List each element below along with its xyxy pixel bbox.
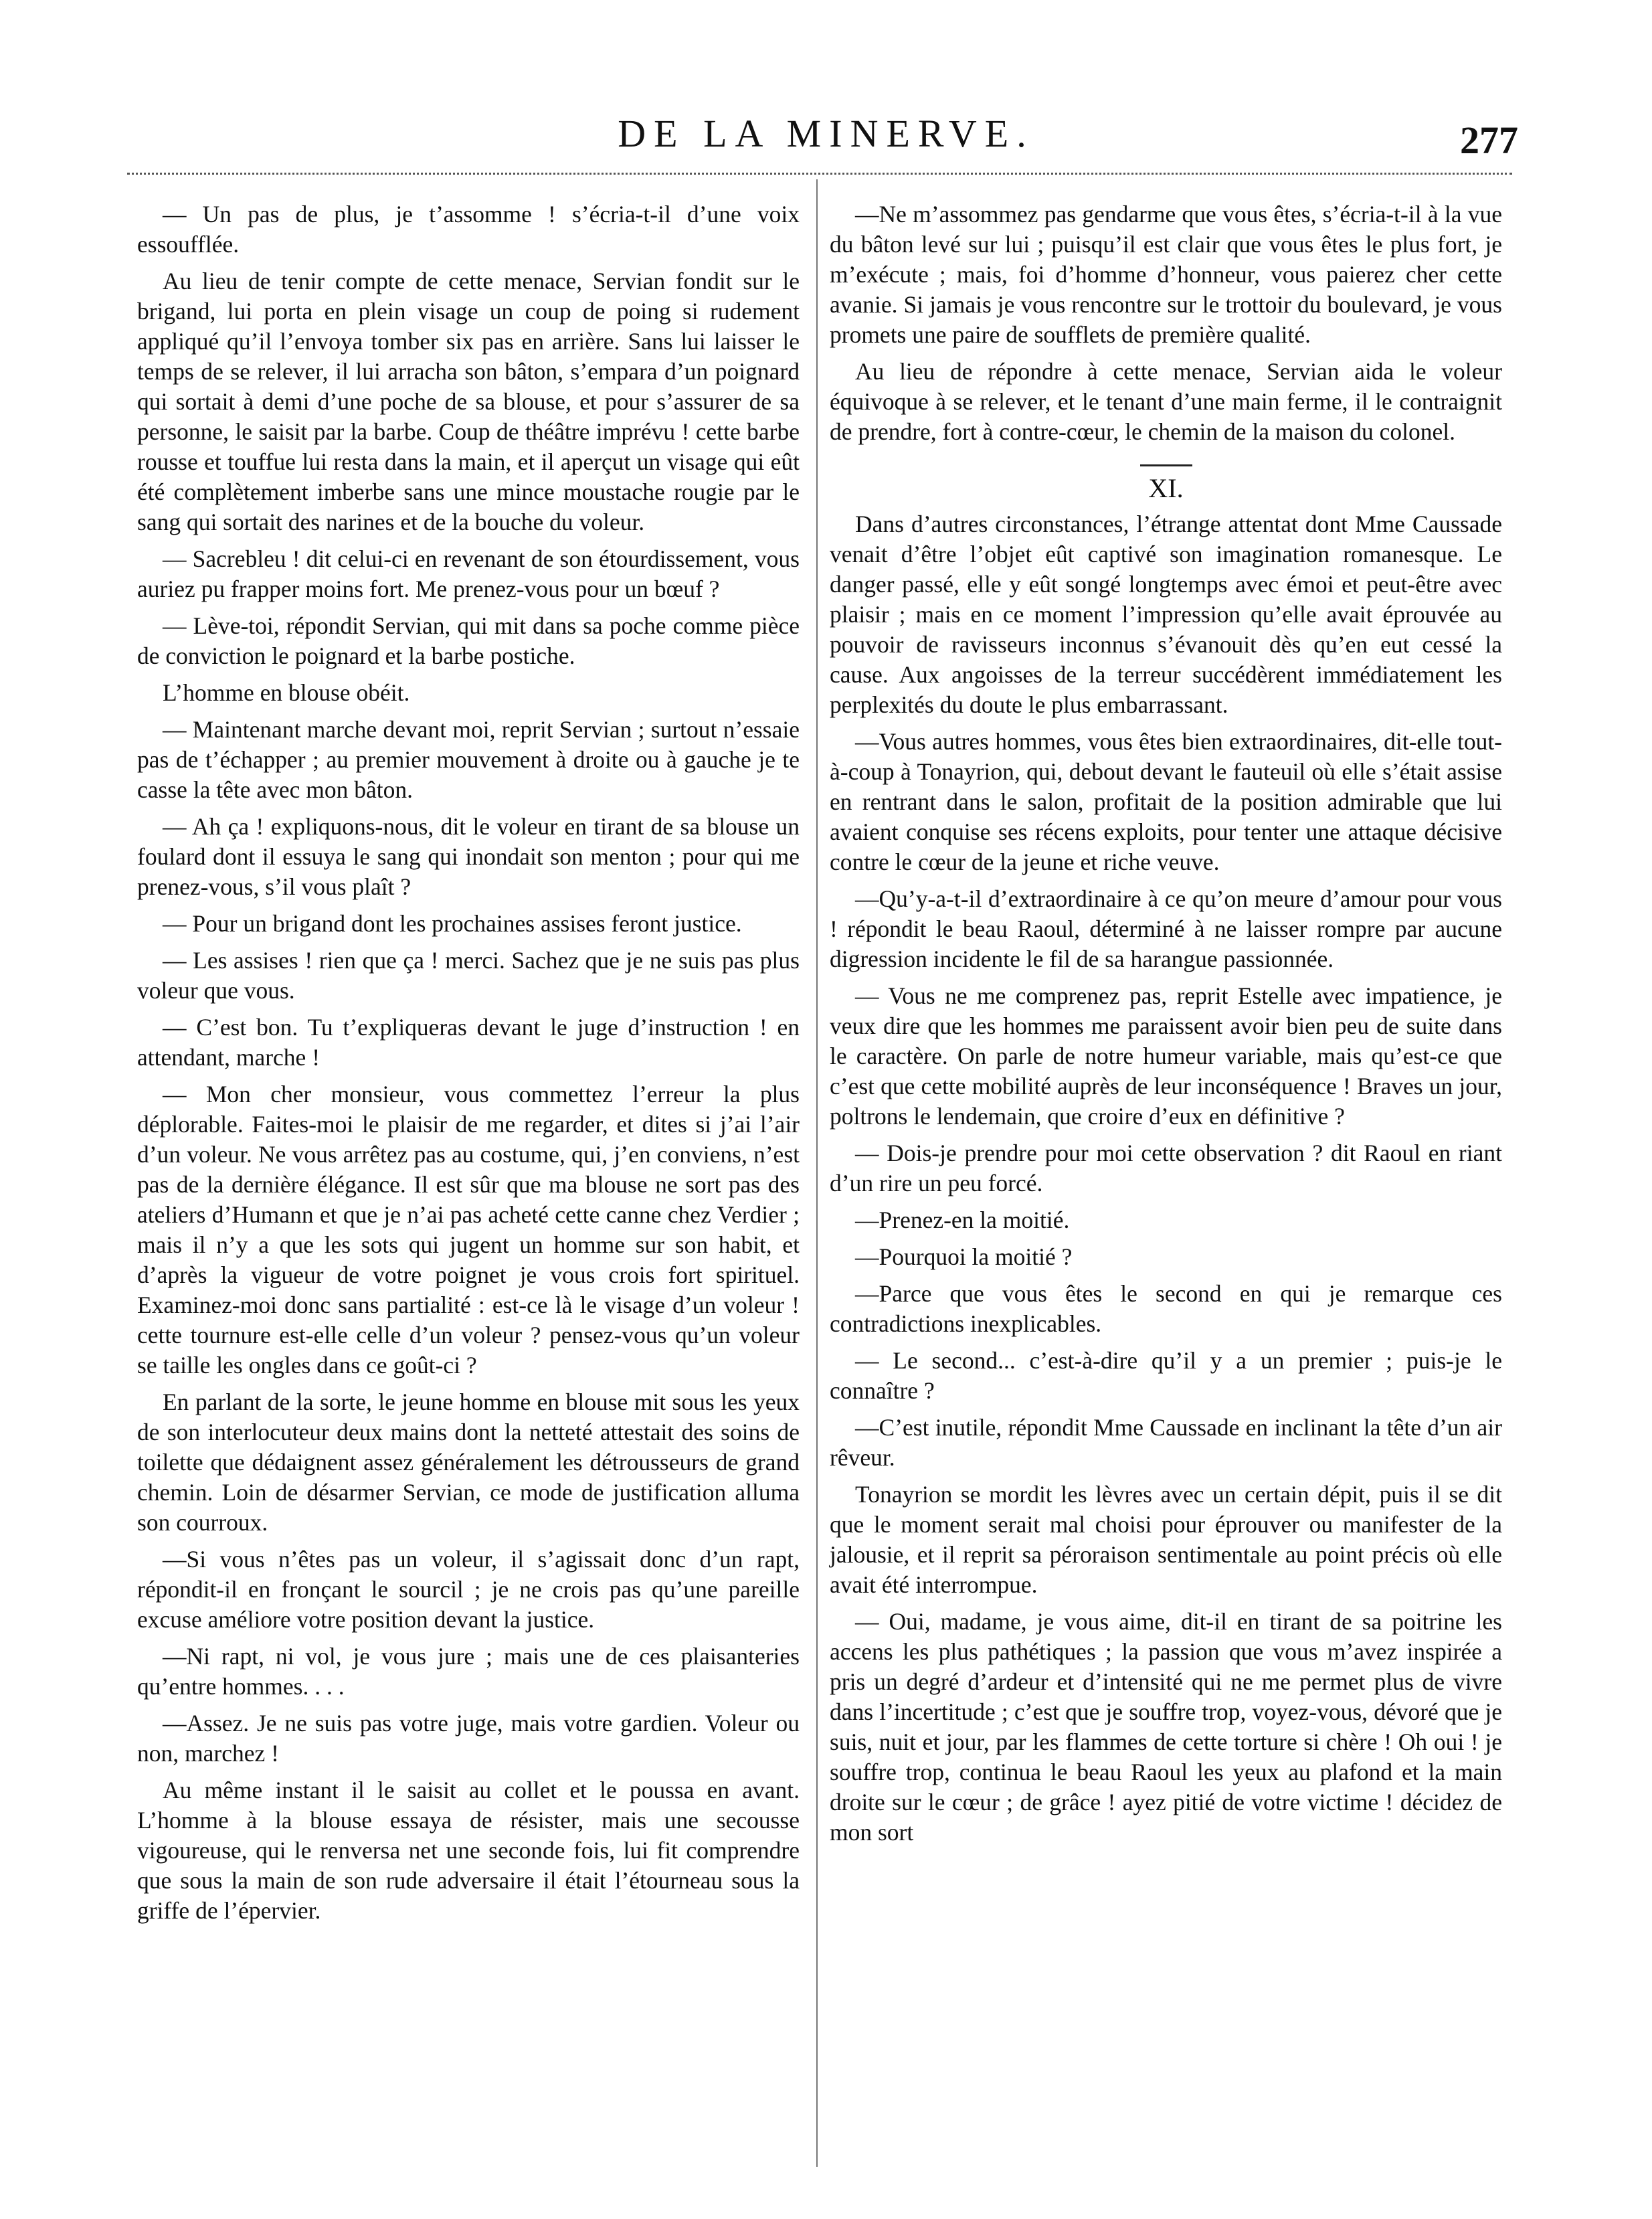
paragraph: —Ni rapt, ni vol, je vous jure ; mais une de ces plaisanteries qu’entre hommes. . . .	[137, 1643, 800, 1700]
paragraph: En parlant de la sorte, le jeune homme en blouse mit sous les yeux de son interlocuteur deux mains dont la netteté attestait des soins de toilette que dédaignent assez généralement les détrousseurs de grand chemin. Loin de désarmer Servian, ce mode de justification alluma son courroux.	[137, 1389, 800, 1536]
left-column	[137, 199, 800, 1933]
paragraph: —Qu’y-a-t-il d’extraordinaire à ce qu’on meure d’amour pour vous ! répondit le beau Raoul, déterminé à ne laisser rompre par aucune digression incidente le fil de sa harangue passionnée.	[830, 885, 1502, 972]
paragraph: — Lève-toi, répondit Servian, qui mit dans sa poche comme pièce de conviction le poignard et la barbe postiche.	[137, 612, 800, 669]
paragraph: — Mon cher monsieur, vous commettez l’erreur la plus déplorable. Faites-moi le plaisir de me regarder, et dites si j’ai l’air d’un voleur. Ne vous arrêtez pas au costume, qui, j’en conviens, n’est pas de la dernière élégance. Il est sûr que ma blouse ne sort pas des ateliers d’Humann et que je n’ai pas acheté cette canne chez Verdier ; mais il n’y a que les sots qui jugent un homme sur son habit, et d’après la vigueur de votre poignet je vous crois fort spirituel. Examinez-moi donc sans partialité : est-ce là le visage d’un voleur ! cette tournure est-elle celle d’un voleur ? pensez-vous qu’un voleur se taille les ongles dans ce goût-ci ?	[137, 1081, 800, 1379]
paragraph: — C’est bon. Tu t’expliqueras devant le juge d’instruction ! en attendant, marche !	[137, 1014, 800, 1071]
paragraph: —Vous autres hommes, vous êtes bien extraordinaires, dit-elle tout-à-coup à Tonayrion, qui, debout devant le fauteuil où elle s’était assise en rentrant dans le salon, profitait de la position admirable que lui avaient conquise ses récens exploits, pour tenter une attaque décisive contre le cœur de la jeune et riche veuve.	[830, 728, 1502, 875]
right-column	[830, 199, 1502, 1854]
paragraph: — Maintenant marche devant moi, reprit Servian ; surtout n’essaie pas de t’échapper ; au premier mouvement à droite ou à gauche je te casse la tête avec mon bâton.	[137, 716, 800, 803]
paragraph: — Le second... c’est-à-dire qu’il y a un premier ; puis-je le connaître ?	[830, 1347, 1502, 1404]
paragraph: — Les assises ! rien que ça ! merci. Sachez que je ne suis pas plus voleur que vous.	[137, 947, 800, 1004]
paragraph: —Parce que vous êtes le second en qui je remarque ces contradictions inexplicables.	[830, 1280, 1502, 1337]
section-heading	[830, 464, 1502, 504]
paragraph: L’homme en blouse obéit.	[163, 679, 410, 706]
paragraph: — Oui, madame, je vous aime, dit-il en tirant de sa poitrine les accens les plus pathétiques ; la passion que vous m’avez inspirée a pris un degré d’ardeur et d’intensité qui ne me permet plus de vivre dans l’incertitude ; c’est que je souffre trop, voyez-vous, dévoré que je suis, nuit et jour, par les flammes de cette torture si chère ! Oh oui ! je souffre trop, continua le beau Raoul les yeux au plafond et la main droite sur le cœur ; de grâce ! ayez pitié de votre victime ! décidez de mon sort	[830, 1608, 1502, 1846]
section-rule	[1140, 464, 1192, 466]
paragraph: —Si vous n’êtes pas un voleur, il s’agissait donc d’un rapt, répondit-il en fronçant le sourcil ; je ne crois pas qu’une pareille excuse améliore votre position devant la justice.	[137, 1546, 800, 1633]
paragraph: — Vous ne me comprenez pas, reprit Estelle avec impatience, je veux dire que les hommes me paraissent avoir bien peu de suite dans le caractère. On parle de notre humeur variable, mais qu’est-ce que c’est que cette mobilité auprès de leur inconséquence ! Braves un jour, poltrons le lendemain, que croire d’eux en définitive ?	[830, 982, 1502, 1130]
paragraph: Au lieu de tenir compte de cette menace, Servian fondit sur le brigand, lui porta en plein visage un coup de poing si rudement appliqué qu’il l’envoya tomber six pas en arrière. Sans lui laisser le temps de se relever, il lui arracha son bâton, s’empara d’un poignard qui sortait à demi d’une poche de sa blouse, et pour s’assurer de sa personne, le saisit par la barbe. Coup de théâtre imprévu ! cette barbe rousse et touffue lui resta dans la main, et il aperçut un visage qui eût été complètement imberbe sans une mince moustache rougie par le sang qui sortait des narines et de la bouche du voleur.	[137, 268, 800, 535]
paragraph: — Dois-je prendre pour moi cette observation ? dit Raoul en riant d’un rire un peu forcé.	[830, 1140, 1502, 1196]
section-number: XI.	[1148, 473, 1184, 503]
paragraph: —Prenez-en la moitié.	[855, 1207, 1070, 1233]
page-number: 277	[1460, 118, 1518, 162]
paragraph: Au même instant il le saisit au collet et le poussa en avant. L’homme à la blouse essaya de résister, mais une secousse vigoureuse, qui le renversa net une seconde fois, lui fit comprendre que sous la main de son rude adversaire il était l’étourneau sous la griffe de l’épervier.	[137, 1777, 800, 1924]
column-divider	[816, 179, 818, 2167]
paragraph: —Assez. Je ne suis pas votre juge, mais votre gardien. Voleur ou non, marchez !	[137, 1710, 800, 1767]
running-title: DE LA MINERVE.	[618, 112, 1034, 155]
paragraph: Au lieu de répondre à cette menace, Servian aida le voleur équivoque à se relever, et le tenant d’une main ferme, il le contraignit de prendre, fort à contre-cœur, le chemin de la maison du colonel.	[830, 358, 1502, 445]
paragraph: —C’est inutile, répondit Mme Caussade en inclinant la tête d’un air rêveur.	[830, 1414, 1502, 1471]
paragraph: — Ah ça ! expliquons-nous, dit le voleur en tirant de sa blouse un foulard dont il essuya le sang qui inondait son menton ; pour qui me prenez-vous, s’il vous plaît ?	[137, 813, 800, 900]
header-rule	[127, 173, 1512, 175]
paragraph: — Sacrebleu ! dit celui-ci en revenant de son étourdissement, vous auriez pu frapper moins fort. Me prenez-vous pour un bœuf ?	[137, 545, 800, 602]
paragraph: —Ne m’assommez pas gendarme que vous êtes, s’écria-t-il à la vue du bâton levé sur lui ; puisqu’il est clair que vous êtes le plus fort, je m’exécute ; mais, foi d’homme d’honneur, vous paierez cher cette avanie. Si jamais je vous rencontre sur le trottoir du boulevard, je vous promets une paire de soufflets de première qualité.	[830, 201, 1502, 348]
paragraph: Dans d’autres circonstances, l’étrange attentat dont Mme Caussade venait d’être l’objet eût captivé son imagination romanesque. Le danger passé, elle y eût songé longtemps avec émoi et peut-être avec plaisir ; mais en ce moment l’impression qu’elle avait éprouvée au pouvoir de ravisseurs inconnus s’évanouit dès qu’en eut cessé la cause. Aux angoisses de la terreur succédèrent immédiatement les perplexités du doute le plus embarrassant.	[830, 511, 1502, 718]
paragraph: —Pourquoi la moitié ?	[855, 1243, 1073, 1270]
paragraph: Tonayrion se mordit les lèvres avec un certain dépit, puis il se dit que le moment serait mal choisi pour éprouver ou manifester de la jalousie, et il reprit sa péroraison sentimentale au point précis où elle avait été interrompue.	[830, 1481, 1502, 1598]
paragraph: — Un pas de plus, je t’assomme ! s’écria-t-il d’une voix essoufflée.	[137, 201, 800, 258]
paragraph: — Pour un brigand dont les prochaines assises feront justice.	[163, 910, 742, 937]
page-header	[0, 0, 1652, 161]
